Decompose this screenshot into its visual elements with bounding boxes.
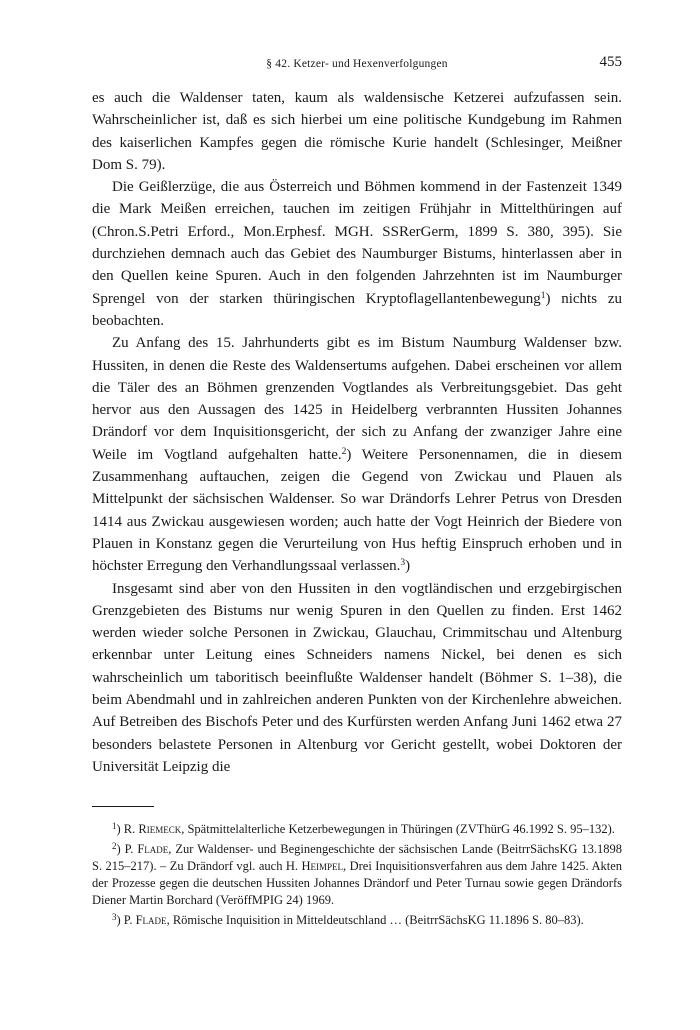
paragraph-3-text-a: Zu Anfang des 15. Jahrhunderts gibt es im Bistum Naumburg Waldenser bzw. Hussiten, in denen die Reste des Waldensertums aufgehen. Dabei erscheinen vor allem die Täler des an Böhmen grenzenden Vogtlandes als Verbreitungsgebiet. Das geht hervor aus den Aussagen des 1425 in Heidelberg verbrannten Hussiten Johannes Drändorf vor dem Inquisitionsgericht, der sich zu Anfang der zwanziger Jahre eine Weile im Vogtland aufgehalten hatte. xyxy=(92,335,622,463)
footnote-1-text: , Spätmittelalterliche Ketzerbewegungen in Thüringen (ZVThürG 46.1992 S. 95–132). xyxy=(181,822,615,837)
footnote-3-author: Flade xyxy=(135,912,167,927)
footnote-2-author-2: Heimpel xyxy=(301,858,344,873)
paragraph-2-text-b: ) nichts zu beobachten. xyxy=(92,290,622,329)
paragraph-1 xyxy=(92,87,622,176)
footnote-2-text: , Zur Waldenser- und Beginengeschichte der sächsischen Lande (BeitrrSächsKG 13.1898 S. 215–217). – Zu Drändorf vgl. auch H. xyxy=(92,841,623,873)
running-head xyxy=(92,48,622,78)
footnote-ref-3[interactable]: 3 xyxy=(400,558,406,569)
paragraph-3-text-b: ) Weitere Personennamen, die in diesem Zusammenhang auftauchen, zeigen die Gegend von Zwickau und Plauen als Mittelpunkt der sächsischen Waldenser. So war Drändorfs Lehrer Petrus von Dresden 1414 aus Zwickau ausgewiesen worden; auch hatte der Vogt Heinrich der Biedere von Plauen in Konstanz gegen die Verurteilung von Hus heftig Einspruch erhoben und in höchster Erregung den Verhandlungssaal verlassen. xyxy=(92,446,622,575)
footnote-1-prefix: ) R. xyxy=(116,822,139,837)
paragraph-2 xyxy=(92,176,622,332)
footnote-ref-1[interactable]: 1 xyxy=(540,290,546,301)
paragraph-1-text: es auch die Waldenser taten, kaum als waldensische Ketzerei aufzufassen sein. Wahrscheinlicher ist, daß es sich hierbei um eine politische Kundgebung im Rahmen des kaiserlichen Kampfes gegen die römische Kurie handelt (Schlesinger, Meißner Dom S. 79). xyxy=(92,90,622,173)
paragraph-3 xyxy=(92,332,622,577)
footnote-1-mark: 1 xyxy=(112,821,117,832)
footnote-2-prefix: ) P. xyxy=(116,841,138,856)
footnote-2-mark: 2 xyxy=(112,840,117,851)
footnote-3-text: , Römische Inquisition in Mitteldeutschland … (BeitrrSächsKG 11.1896 S. 80–83). xyxy=(166,912,584,927)
book-page xyxy=(92,48,622,931)
footnote-3 xyxy=(92,912,622,929)
paragraph-4 xyxy=(92,578,622,779)
body-text xyxy=(92,87,622,778)
footnote-divider xyxy=(92,806,154,807)
page-number: 455 xyxy=(599,54,622,70)
footnote-3-mark: 3 xyxy=(112,911,117,922)
footnote-2-author: Flade xyxy=(137,841,169,856)
footnote-2 xyxy=(92,841,622,910)
footnotes xyxy=(92,821,622,929)
footnote-3-prefix: ) P. xyxy=(116,912,136,927)
running-title: § 42. Ketzer- und Hexenverfolgungen xyxy=(266,58,448,70)
paragraph-4-text: Insgesamt sind aber von den Hussiten in den vogtländischen und erzgebirgischen Grenzgebieten des Bistums nur wenig Spuren in den Quellen zu finden. Erst 1462 werden wieder solche Personen in Zwickau, Glauchau, Crimmitschau und Altenburg erkennbar unter Leitung eines Schneiders namens Nickel, bei denen es sich wahrscheinlich um taboritisch beeinflußte Waldenser handelt (Böhmer S. 1–38), die beim Abendmahl und in zahlreichen anderen Punkten von der Kirchenlehre abweichen. Auf Betreiben des Bischofs Peter und des Kurfürsten werden Anfang Juni 1462 etwa 27 besonders belastete Personen in Altenburg vor Gericht gestellt, wobei Doktoren der Universität Leipzig die xyxy=(92,580,622,775)
footnote-ref-2[interactable]: 2 xyxy=(341,446,347,457)
paragraph-3-text-c: ) xyxy=(405,558,411,575)
footnote-1 xyxy=(92,821,622,838)
footnote-1-author: Riemeck xyxy=(138,822,182,837)
footnote-2-text-2: , Drei Inquisitionsverfahren aus dem Jahre 1425. Akten der Prozesse gegen die deutschen Hussiten Johannes Drändorf und Peter Turnau sowie gegen Drändorfs Diener Martin Borchard (VeröffMPIG 24) 1969. xyxy=(92,858,622,908)
paragraph-2-text-a: Die Geißlerzüge, die aus Österreich und Böhmen kommend in der Fastenzeit 1349 die Mark Meißen erreichen, tauchen im zeitigen Frühjahr in Mittelthüringen auf (Chron.S.Petri Erford., Mon.Erphesf. MGH. SSRerGerm, 1899 S. 380, 395). Sie durchziehen demnach auch das Gebiet des Naumburger Bistums, hinterlassen aber in den Quellen keine Spuren. Auch in den folgenden Jahrzehnten ist im Naumburger Sprengel von der starken thüringischen Kryptoflagellantenbewegung xyxy=(92,179,622,307)
